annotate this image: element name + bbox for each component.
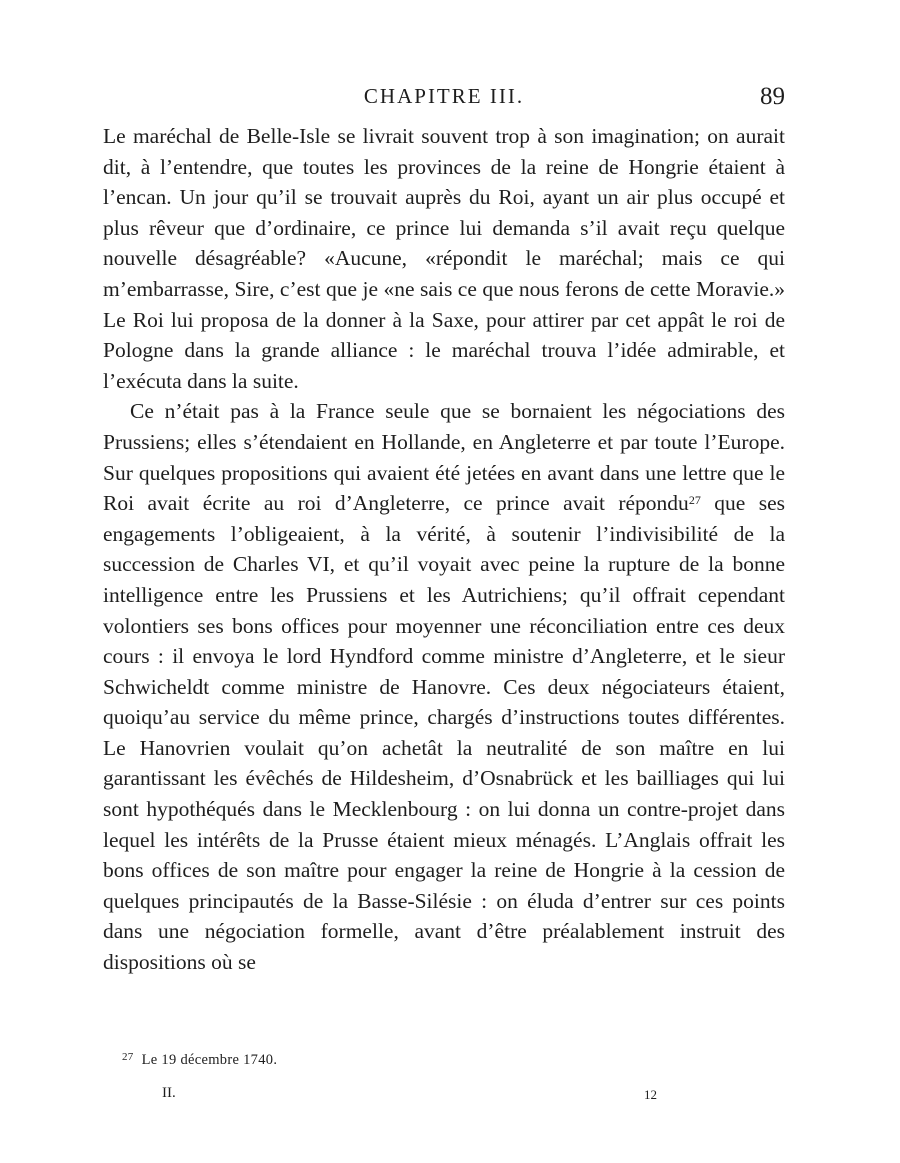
page-number: 89 [760,83,785,110]
volume-signature: II. [162,1085,176,1101]
footnote-reference: 27 [688,493,701,508]
footnote [122,1051,277,1069]
paragraph-2 [103,396,785,977]
footnote-number: 27 [122,1051,134,1063]
paragraph-2-text-before-note: Ce n’était pas à la France seule que se bornaient les négociations des Prussiens; elles s’étendaient en Hollande, en Angleterre et par toute l’Europe. Sur quelques propositions qui avaient été jetées en avant dans une lettre que le Roi avait écrite au roi d’Angleterre, ce prince avait répondu [103,399,785,516]
paragraph-2-text-after-note: que ses engagements l’obligeaient, à la vérité, à soutenir l’indivisibilité de la succession de Charles VI, et qu’il voyait avec peine la rupture de la bonne intelligence entre les Prussiens et les Autrichiens; qu’il offrait cependant volontiers ses bons offices pour moyenner une réconciliation entre ces deux cours : il envoya le lord Hyndford comme ministre d’Angleterre, et le sieur Schwicheldt comme ministre de Hanovre. Ces deux négociateurs étaient, quoiqu’au service du même prince, chargés d’instructions toutes différentes. Le Hanovrien voulait qu’on achetât la neutralité de son maître en lui garantissant les évêchés de Hildesheim, d’Osnabrück et les bailliages qui lui sont hypothéqués dans le Mecklenbourg : on lui donna un contre-projet dans lequel les intérêts de la Prusse étaient mieux ménagés. L’Anglais offrait les bons offices de son maître pour engager la reine de Hongrie à la cession de quelques principautés de la Basse-Silésie : on éluda d’entrer sur ces points dans une négociation formelle, avant d’être préalablement instruit des dispositions où se [103,491,785,975]
sheet-signature: 12 [644,1087,657,1102]
paragraph-1 [103,121,785,396]
chapter-title: CHAPITRE III. [363,84,525,108]
footnote-text: Le 19 décembre 1740. [141,1052,278,1068]
body-text [103,121,785,978]
paragraph-1-text: Le maréchal de Belle-Isle se livrait souvent trop à son imagination; on aurait dit, à l’entendre, que toutes les provinces de la reine de Hongrie étaient à l’encan. Un jour qu’il se trouvait auprès du Roi, ayant un air plus occupé et plus rêveur que d’ordinaire, ce prince lui demanda s’il avait reçu quelque nouvelle désagréable? «Aucune, «répondit le maréchal; mais ce qui m’embarrasse, Sire, c’est que je «ne sais ce que nous ferons de cette Moravie.» Le Roi lui proposa de la donner à la Saxe, pour attirer par cet appât le roi de Pologne dans la grande alliance : le maréchal trouva l’idée admirable, et l’exécuta dans la suite. [103,124,785,393]
running-head [103,84,785,116]
